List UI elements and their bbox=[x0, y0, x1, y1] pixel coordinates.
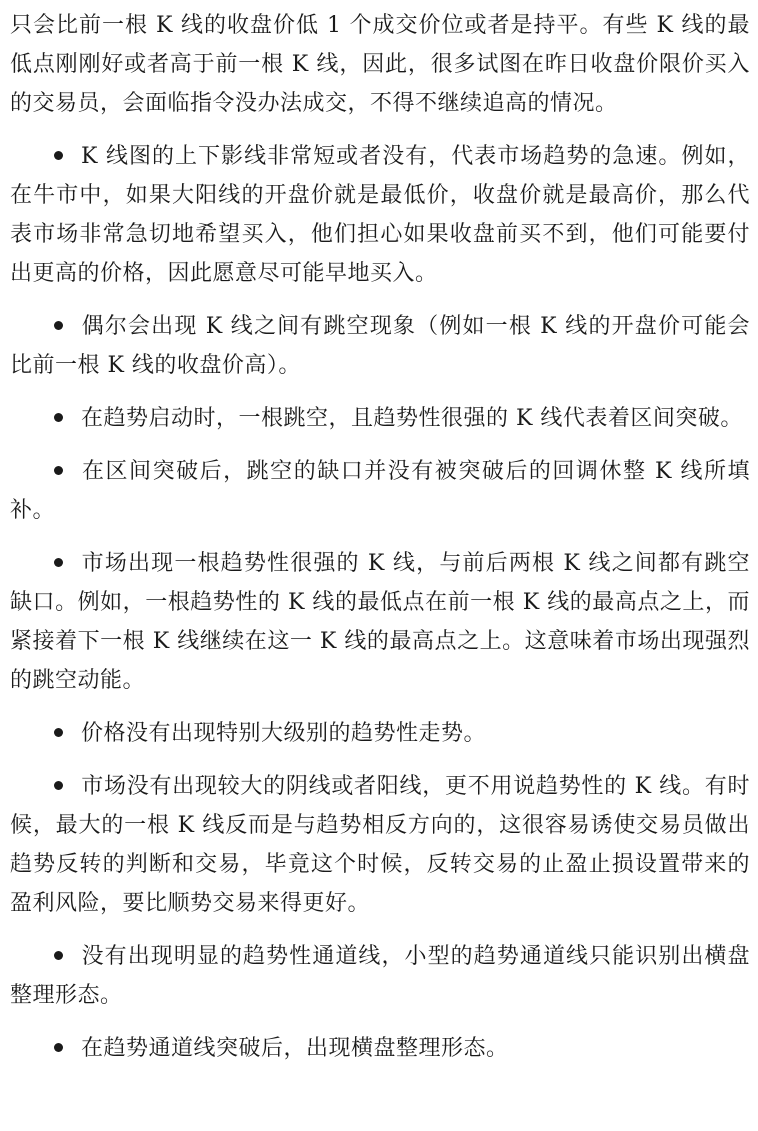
bullet-icon bbox=[54, 151, 63, 160]
bullet-text: 价格没有出现特别大级别的趋势性走势。 bbox=[81, 721, 487, 746]
bullet-text: 在趋势启动时，一根跳空，且趋势性很强的 K 线代表着区间突破。 bbox=[81, 406, 743, 431]
bullet-text: K 线图的上下影线非常短或者没有，代表市场趋势的急速。例如，在牛市中，如果大阳线的开盘价就是最低价，收盘价就是最高价，那么代表市场非常急切地希望买入，他们担心如果收盘前买不到，他们可能要付出更高的价格，因此愿意尽可能早地买入。 bbox=[10, 144, 750, 286]
bullet-icon bbox=[54, 558, 63, 567]
document-page bbox=[10, 6, 750, 1068]
bullet-text: 在趋势通道线突破后，出现横盘整理形态。 bbox=[81, 1036, 509, 1061]
bullet-text: 在区间突破后，跳空的缺口并没有被突破后的回调休整 K 线所填补。 bbox=[10, 459, 750, 523]
bullet-paragraph-gaps bbox=[10, 307, 750, 385]
bullet-text: 市场出现一根趋势性很强的 K 线，与前后两根 K 线之间都有跳空缺口。例如，一根趋势性的 K 线的最低点在前一根 K 线的最高点之上，而紧接着下一根 K 线继续在这一 K 线的最高点之上。这意味着市场出现强烈的跳空动能。 bbox=[10, 551, 750, 693]
bullet-icon bbox=[54, 413, 63, 422]
bullet-paragraph-channel-break bbox=[10, 1029, 750, 1068]
bullet-paragraph-no-channel bbox=[10, 937, 750, 1015]
bullet-icon bbox=[54, 321, 63, 330]
bullet-paragraph-gap-momentum bbox=[10, 544, 750, 700]
bullet-icon bbox=[54, 466, 63, 475]
bullet-text: 偶尔会出现 K 线之间有跳空现象（例如一根 K 线的开盘价可能会比前一根 K 线的收盘价高）。 bbox=[10, 314, 750, 378]
bullet-paragraph-shadows bbox=[10, 137, 750, 293]
bullet-paragraph-no-large-bars bbox=[10, 767, 750, 923]
paragraph-continuation: 只会比前一根 K 线的收盘价低 1 个成交价位或者是持平。有些 K 线的最低点刚刚好或者高于前一根 K 线，因此，很多试图在昨日收盘价限价买入的交易员，会面临指令没办法成交，不得不继续追高的情况。 bbox=[10, 13, 750, 116]
bullet-paragraph-no-big-trend bbox=[10, 714, 750, 753]
bullet-icon bbox=[54, 1043, 63, 1052]
bullet-icon bbox=[54, 951, 63, 960]
bullet-paragraph-unfilled-gap bbox=[10, 452, 750, 530]
bullet-text: 没有出现明显的趋势性通道线，小型的趋势通道线只能识别出横盘整理形态。 bbox=[10, 944, 750, 1008]
bullet-text: 市场没有出现较大的阴线或者阳线，更不用说趋势性的 K 线。有时候，最大的一根 K 线反而是与趋势相反方向的，这很容易诱使交易员做出趋势反转的判断和交易，毕竟这个时候，反转交易的止盈止损设置带来的盈利风险，要比顺势交易来得更好。 bbox=[10, 774, 750, 916]
bullet-icon bbox=[54, 781, 63, 790]
bullet-icon bbox=[54, 728, 63, 737]
bullet-paragraph-trend-start bbox=[10, 399, 750, 438]
